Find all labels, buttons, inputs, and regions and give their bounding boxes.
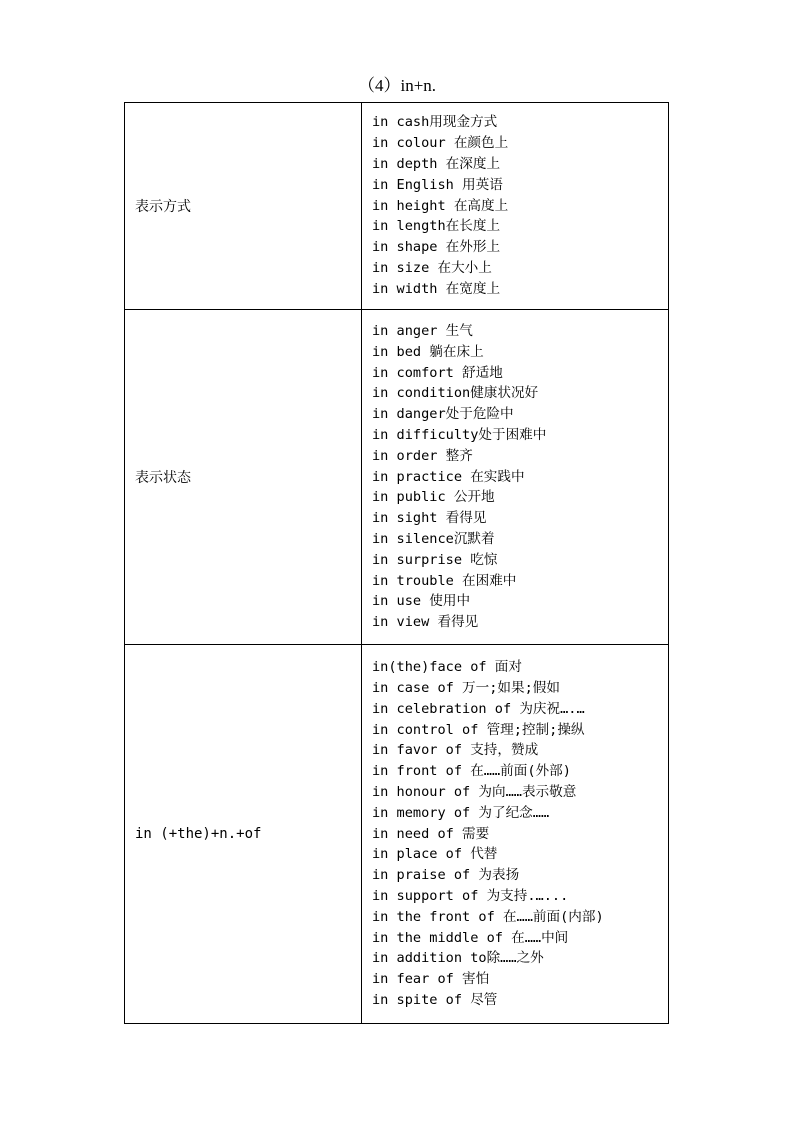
list-item: in length在长度上	[372, 218, 501, 235]
list-item: in comfort 舒适地	[372, 364, 503, 381]
list-item: in celebration of 为庆祝….…	[372, 700, 585, 717]
list-item: in spite of 尽管	[372, 991, 498, 1008]
list-item: in praise of 为表扬	[372, 867, 520, 884]
category-cell: 表示状态	[125, 310, 362, 645]
category-cell: in (+the)+n.+of	[125, 645, 362, 1024]
list-item: in shape 在外形上	[372, 239, 501, 256]
entries-cell	[362, 103, 669, 310]
category-cell: 表示方式	[125, 103, 362, 310]
list-item: in English 用英语	[372, 176, 503, 193]
list-item: in order 整齐	[372, 447, 473, 464]
table-row	[125, 645, 669, 1024]
phrase-table	[124, 102, 669, 1024]
table-row	[125, 310, 669, 645]
list-item: in support of 为支持.…...	[372, 887, 569, 904]
list-item: in the front of 在……前面(内部)	[372, 908, 604, 925]
page-title: （4）in+n.	[357, 76, 437, 95]
list-item: in danger处于危险中	[372, 406, 514, 423]
list-item: in addition to除……之外	[372, 950, 544, 967]
entries-cell	[362, 310, 669, 645]
list-item: in case of 万一;如果;假如	[372, 680, 560, 697]
list-item: in front of 在……前面(外部)	[372, 763, 571, 780]
list-item: in use 使用中	[372, 593, 471, 610]
list-item: in sight 看得见	[372, 510, 487, 527]
list-item: in size 在大小上	[372, 259, 492, 276]
list-item: in control of 管理;控制;操纵	[372, 721, 585, 738]
list-item: in cash用现金方式	[372, 114, 498, 131]
list-item: in fear of 害怕	[372, 971, 490, 988]
list-item: in need of 需要	[372, 825, 490, 842]
list-item: in difficulty处于困难中	[372, 427, 547, 443]
list-item: in public 公开地	[372, 489, 495, 506]
list-item: in condition健康状况好	[372, 385, 539, 402]
list-item: in trouble 在困难中	[372, 572, 517, 589]
list-item: in favor of 支持，赞成	[372, 742, 539, 759]
table-row	[125, 103, 669, 310]
list-item: in silence沉默着	[372, 530, 495, 547]
list-item: in place of 代替	[372, 846, 498, 863]
list-item: in(the)face of 面对	[372, 659, 522, 676]
list-item: in honour of 为向……表示敬意	[372, 784, 577, 800]
entries-cell	[362, 645, 669, 1024]
list-item: in bed 躺在床上	[372, 343, 484, 360]
list-item: in height 在高度上	[372, 197, 509, 214]
list-item: in the middle of 在……中间	[372, 929, 569, 946]
list-item: in depth 在深度上	[372, 156, 501, 172]
list-item: in surprise 吃惊	[372, 551, 498, 568]
list-item: in memory of 为了纪念……	[372, 804, 550, 821]
list-item: in colour 在颜色上	[372, 135, 509, 152]
list-item: in view 看得见	[372, 614, 479, 631]
list-item: in width 在宽度上	[372, 280, 501, 297]
list-item: in anger 生气	[372, 323, 473, 340]
list-item: in practice 在实践中	[372, 468, 525, 485]
